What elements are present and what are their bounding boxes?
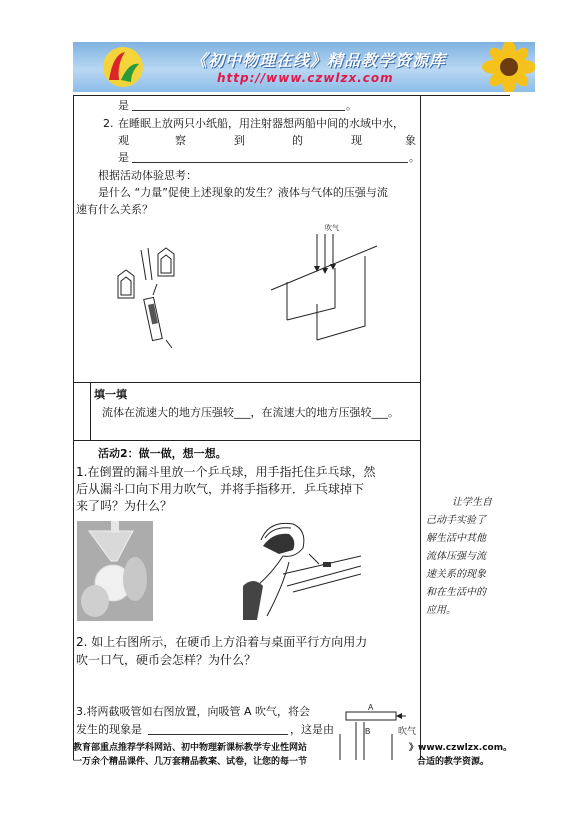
fill-text: 流体在流速大的地方压强较___，在流速大的地方压强较___。 — [102, 406, 399, 419]
activity-2-title: 活动2：做一做，想一想。 — [98, 447, 227, 460]
item-2-number: 2. — [103, 117, 114, 130]
think-question-line: 速有什么关系？ — [76, 203, 153, 216]
question-2-line: 2. 如上右图所示，在硬币上方沿着与桌面平行方向用力 — [76, 635, 368, 649]
question-1-line: 1.在倒置的漏斗里放一个乒乓球，用手指托住乒乓球，然 — [76, 465, 376, 479]
question-2-line: 吹一口气，硬币会怎样？为什么？ — [76, 653, 257, 667]
table-column-divider — [420, 95, 421, 760]
answer-end-1: 。 — [346, 99, 357, 112]
sidebar-note-line: 应用。 — [426, 605, 456, 616]
question-3-suffix: ，这是由 — [290, 723, 334, 736]
footer-line-2-end: 合适的教学资源。 — [417, 757, 490, 767]
footer-line-1: 教育部重点推荐学科网站、初中物理新课标教学专业性网站 — [73, 743, 308, 753]
item-2-word: 观 — [118, 134, 129, 147]
answer-prefix-1: 是 — [118, 99, 129, 112]
footer-url[interactable]: 》www.czwlzx.com。 — [409, 743, 513, 753]
sidebar-note-line: 己动手实验了 — [426, 515, 486, 526]
tube-blow-label: 吹气 — [398, 726, 417, 736]
coin-blow-figure — [243, 516, 361, 620]
boats-syringe-figure — [108, 240, 188, 352]
fill-box-top — [73, 382, 420, 383]
item-2-word: 现 — [351, 134, 362, 147]
answer-line-1[interactable] — [132, 110, 345, 111]
paper-blow-figure — [265, 222, 383, 348]
sidebar-note-line: 让学生自 — [452, 497, 492, 508]
item-2-word: 到 — [234, 134, 245, 147]
sidebar-note-line: 和在生活中的 — [426, 587, 486, 598]
banner-url[interactable]: http://www.czwlzx.com — [217, 71, 394, 85]
question-1-line: 来了吗？为什么？ — [76, 499, 173, 513]
item-2-word: 察 — [175, 134, 186, 147]
sunflower-icon — [469, 42, 535, 92]
sidebar-note-line: 速关系的现象 — [426, 569, 486, 580]
question-3-line: 3.将两截吸管如右图放置，向吸管 A 吹气，将会 — [76, 705, 311, 718]
banner-title: 《初中物理在线》精品教学资源库 — [191, 51, 447, 70]
question-3-prefix: 发生的现象是 — [76, 723, 142, 736]
sidebar-note-line: 流体压强与流 — [426, 551, 486, 562]
fill-box-left — [90, 382, 91, 440]
answer-prefix-2: 是 — [118, 151, 129, 164]
sidebar-note-line: 解生活中其他 — [426, 533, 486, 544]
tube-a-label: A — [368, 703, 374, 712]
header-banner — [73, 42, 535, 92]
tube-b-label: B — [365, 727, 371, 736]
answer-line-3[interactable] — [148, 734, 288, 735]
table-top-border — [73, 95, 510, 96]
item-2-word: 象 — [405, 134, 416, 147]
fill-box-bottom — [73, 440, 420, 441]
question-1-line: 后从漏斗口向下用力吹气，并将手指移开．乒乓球掉下 — [76, 482, 365, 496]
fill-title: 填一填 — [94, 388, 127, 401]
footer-line-2: 一万余个精品课件、几万套精品教案、试卷，让您的每一节 — [73, 757, 308, 767]
item-2-text: 在睡眠上放两只小纸船，用注射器想两船中间的水域中水， — [118, 117, 404, 130]
answer-end-2: 。 — [409, 151, 420, 164]
answer-line-2[interactable] — [132, 162, 408, 163]
table-left-border — [73, 95, 74, 760]
blow-label: 吹气 — [325, 225, 339, 232]
logo-icon — [95, 44, 151, 90]
funnel-ball-photo — [77, 521, 153, 621]
item-2-word: 的 — [292, 134, 303, 147]
think-question-line: 是什么 “力量”促使上述现象的发生？液体与气体的压强与流 — [98, 186, 388, 199]
think-title: 根据活动体验思考： — [98, 169, 197, 182]
